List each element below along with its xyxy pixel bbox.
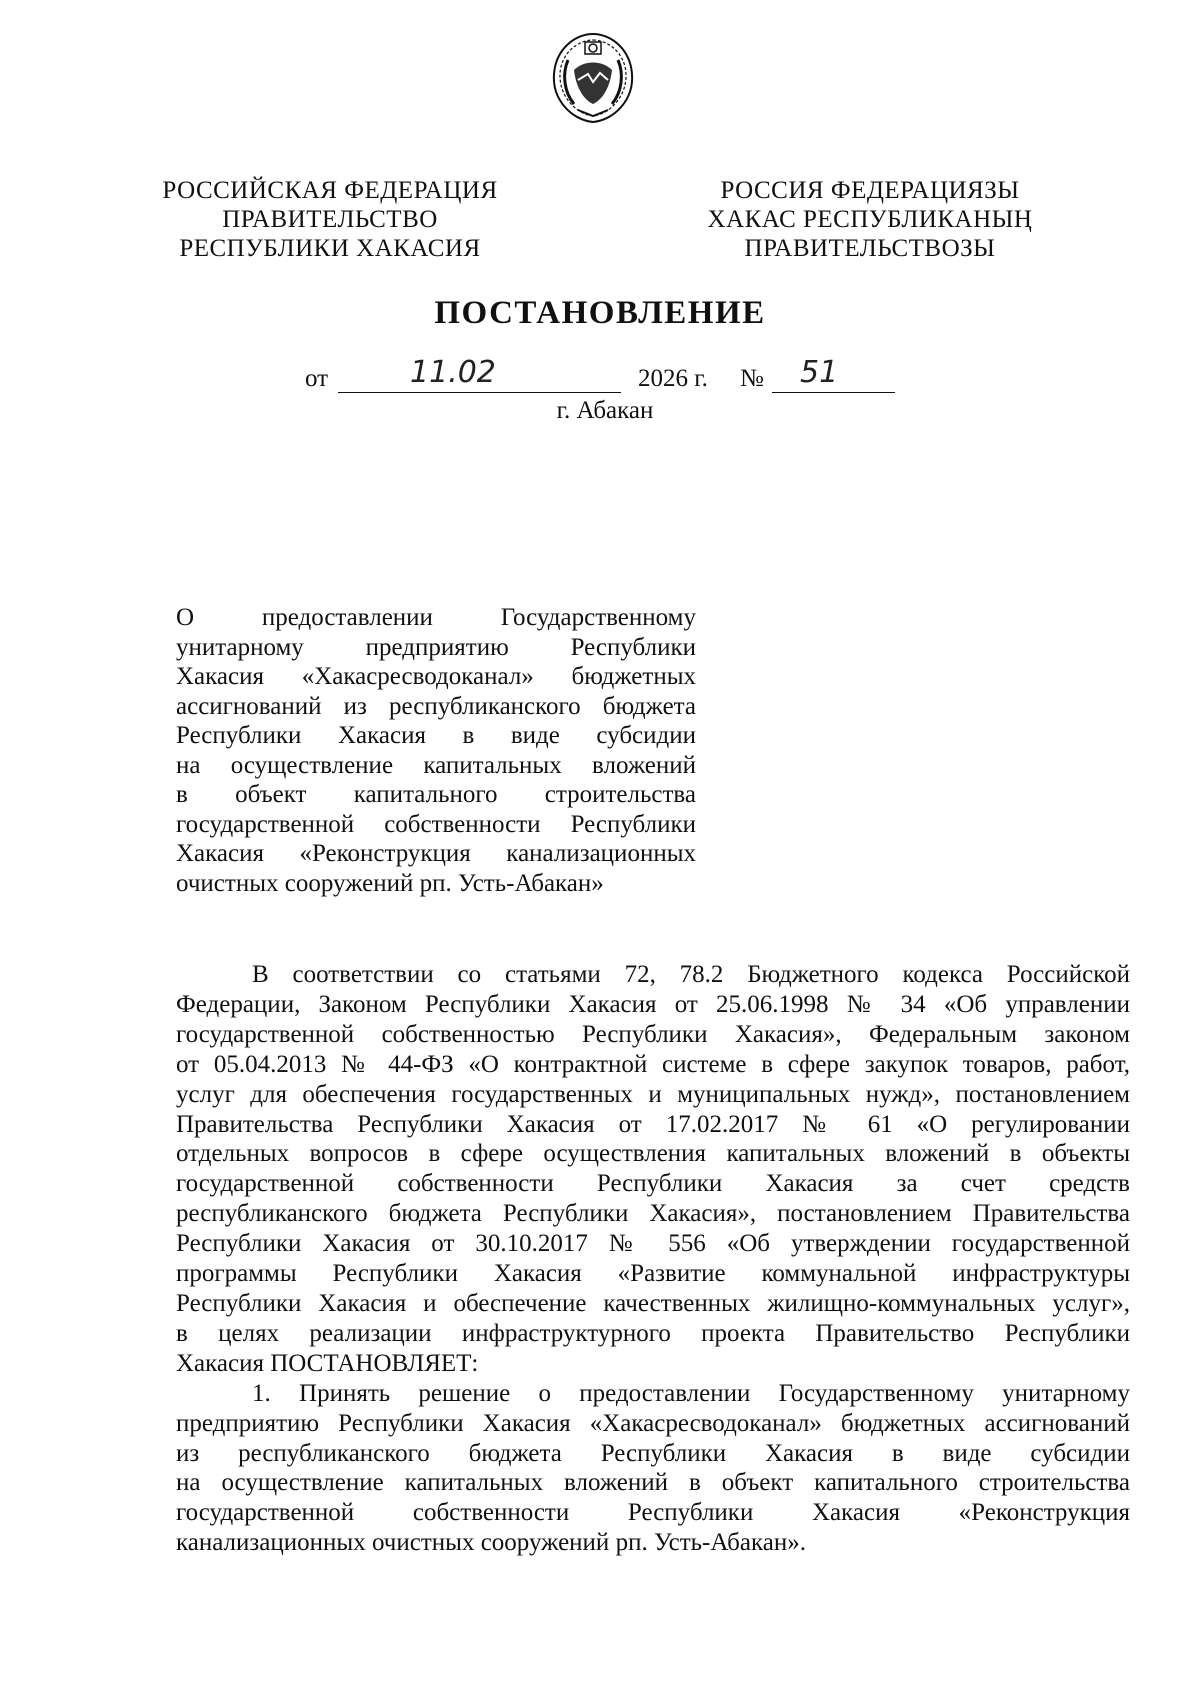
body-line: программы Республики Хакасия «Развитие коммунальной инфраструктуры [176,1260,1130,1288]
header-left-line-1: РОССИЙСКАЯ ФЕДЕРАЦИЯ [162,177,498,204]
number-label: № [740,365,764,392]
subject-line: государственной собственности Республики [176,810,696,838]
number-handwritten: 51 [800,355,839,390]
subject-line: на осуществление капитальных вложений [176,751,696,779]
subject-line: в объект капитального строительства [176,781,696,808]
body-line: государственной собственностью Республики Хакасия», Федеральным законом [176,1020,1130,1048]
body-line: государственной собственности Республики Хакасия за счет средств [176,1170,1130,1198]
subject-line: Республики Хакасия в виде субсидии [176,722,696,749]
date-from-label: от [305,365,329,392]
body-line: 1. Принять решение о предоставлении Государственному унитарному [252,1379,1130,1407]
body-line: Федерации, Законом Республики Хакасия от 25.06.1998 № 34 «Об управлении [176,990,1130,1018]
date-handwritten: 11.02 [410,355,496,390]
year-label: 2026 г. [638,365,708,392]
date-underline [338,392,621,393]
body-line: Республики Хакасия от 30.10.2017 № 556 «Об утверждении государственной [176,1230,1130,1258]
body-line: в целях реализации инфраструктурного проекта Правительство Республики [176,1319,1130,1347]
body-line: республиканского бюджета Республики Хакасия», постановлением Правительства [176,1200,1130,1228]
subject-line: Хакасия «Хакасресводоканал» бюджетных [176,663,696,690]
subject-line: О предоставлении Государственному [176,604,696,631]
subject-block [176,603,696,898]
body-line: услуг для обеспечения государственных и муниципальных нужд», постановлением [176,1080,1130,1108]
subject-line: унитарному предприятию Республики [176,633,696,661]
header-right-block [680,176,1060,263]
body-line: на осуществление капитальных вложений в объект капитального строительства [176,1469,1130,1497]
header-right-line-2: ХАКАС РЕСПУБЛИКАНЫҢ [707,206,1033,233]
subject-line: Хакасия «Реконструкция канализационных [176,840,696,867]
body-line: от 05.04.2013 № 44-ФЗ «О контрактной системе в сфере закупок товаров, работ, [176,1050,1130,1078]
body-text [176,960,1130,1558]
number-underline [772,392,895,393]
body-line: Правительства Республики Хакасия от 17.02.2017 № 61 «О регулировании [176,1110,1130,1138]
body-line: Республики Хакасия и обеспечение качественных жилищно-коммунальных услуг», [176,1289,1130,1317]
header-left-line-2: ПРАВИТЕЛЬСТВО [222,206,438,233]
body-line: из республиканского бюджета Республики Хакасия в виде субсидии [176,1439,1130,1467]
subject-line: очистных сооружений рп. Усть-Абакан» [176,869,604,897]
body-line: Хакасия ПОСТАНОВЛЯЕТ: [176,1349,479,1377]
subject-line: ассигнований из республиканского бюджета [176,692,696,720]
body-line: предприятию Республики Хакасия «Хакасресводоканал» бюджетных ассигнований [176,1409,1130,1437]
body-line: отдельных вопросов в сфере осуществления капитальных вложений в объекты [176,1140,1130,1168]
header-right-line-3: ПРАВИТЕЛЬСТВОЗЫ [744,235,996,262]
body-line: В соответствии со статьями 72, 78.2 Бюджетного кодекса Российской [252,961,1130,988]
document-title: ПОСТАНОВЛЕНИЕ [434,295,766,331]
header-left-line-3: РЕСПУБЛИКИ ХАКАСИЯ [179,235,481,262]
body-line: государственной собственности Республики Хакасия «Реконструкция [176,1499,1130,1527]
header-left-block [140,176,520,263]
city-label: г. Абакан [556,397,654,424]
header-right-line-1: РОССИЯ ФЕДЕРАЦИЯЗЫ [720,177,1020,204]
body-line: канализационных очистных сооружений рп. Усть-Абакан». [176,1529,806,1557]
coat-of-arms-emblem [548,30,638,126]
